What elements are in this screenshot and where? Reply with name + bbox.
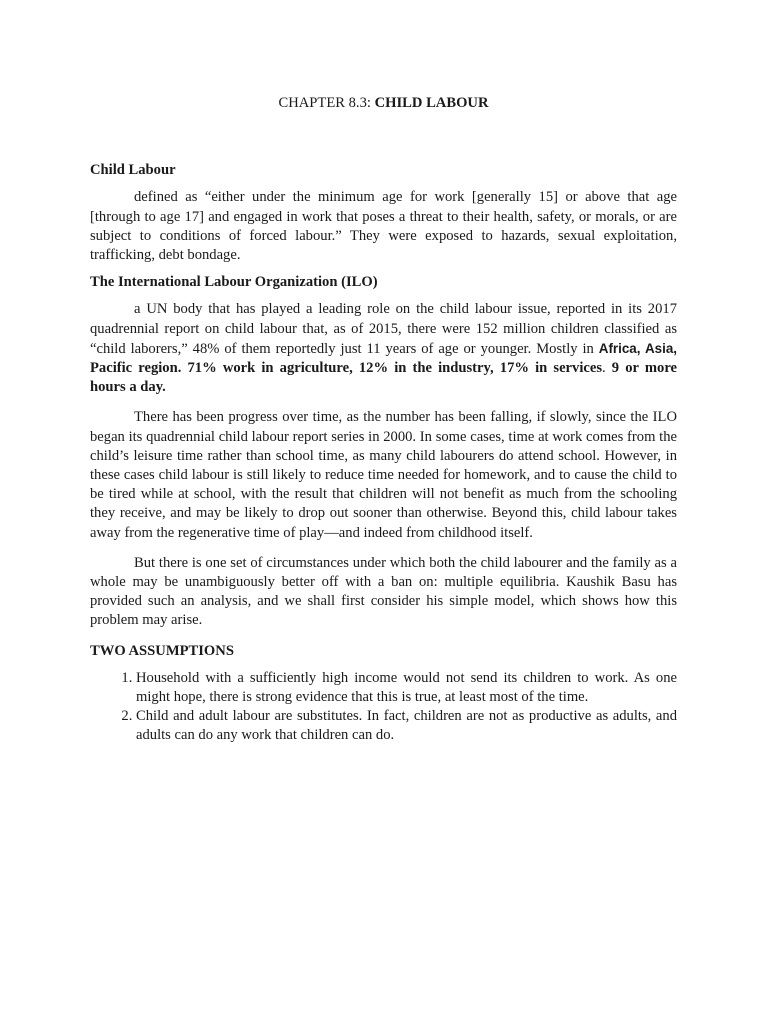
chapter-name: CHILD LABOUR (374, 95, 489, 111)
document-page (90, 94, 677, 746)
assumptions-list (90, 669, 677, 746)
assumption-item: 2. Child and adult labour are substitutes. In fact, children are not as productive as adults, and adults can do any work that children can do. (136, 707, 677, 745)
ilo-text-part2: . (602, 360, 612, 377)
ilo-heading: The International Labour Organization (ILO) (90, 274, 378, 291)
ilo-hours-text: 9 or more hours a day. (90, 360, 678, 396)
assumption-item: 1. Household with a sufficiently high income would not send its children to work. As one might hope, there is strong evidence that this is true, at least most of the time. (136, 669, 677, 707)
ilo-text-part1: a UN body that has played a leading role on the child labour issue, reported in its 2017 quadrennial report on child labour that, as of 2015, there were 152 million children classified as “child laborers,” 48% of them reportedly just 11 years of age or younger. Mostly in (90, 301, 677, 357)
ilo-paragraph (90, 300, 677, 397)
progress-paragraph: There has been progress over time, as the number has been falling, if slowly, since the ILO began its quadrennial child labour report series in 2000. In some cases, time at work comes from the child’s leisure time rather than school time, as many child labourers do attend school. However, in these cases child labour is still likely to reduce time needed for homework, and to cause the child to be tired while at school, with the result that children will not benefit as much from the schooling they receive, and may be likely to drop out sooner than otherwise. Beyond this, child labour takes away from the regenerative time of play—and indeed from childhood itself. (90, 409, 677, 541)
chapter-number: CHAPTER 8.3: (278, 95, 375, 111)
assumptions-heading: TWO ASSUMPTIONS (90, 642, 234, 659)
child-labour-heading: Child Labour (90, 162, 176, 179)
chapter-title (90, 94, 677, 113)
ilo-regions-text: Africa, Asia, (598, 340, 677, 356)
child-labour-definition: defined as “either under the minimum age for work [generally 15] or above that age [through to age 17] and engaged in work that poses a threat to their health, safety, or morals, or are subject to conditions of forced labour.” They were exposed to hazards, sexual exploitation, trafficking, debt bondage. (90, 189, 677, 264)
ilo-stats-text: Pacific region. 71% work in agriculture, 12% in the industry, 17% in services (90, 360, 603, 377)
equilibria-paragraph: But there is one set of circumstances under which both the child labourer and the family as a whole may be unambiguously better off with a ban on: multiple equilibria. Kaushik Basu has provided such an analysis, and we shall first consider his simple model, which shows how this problem may arise. (90, 554, 677, 629)
